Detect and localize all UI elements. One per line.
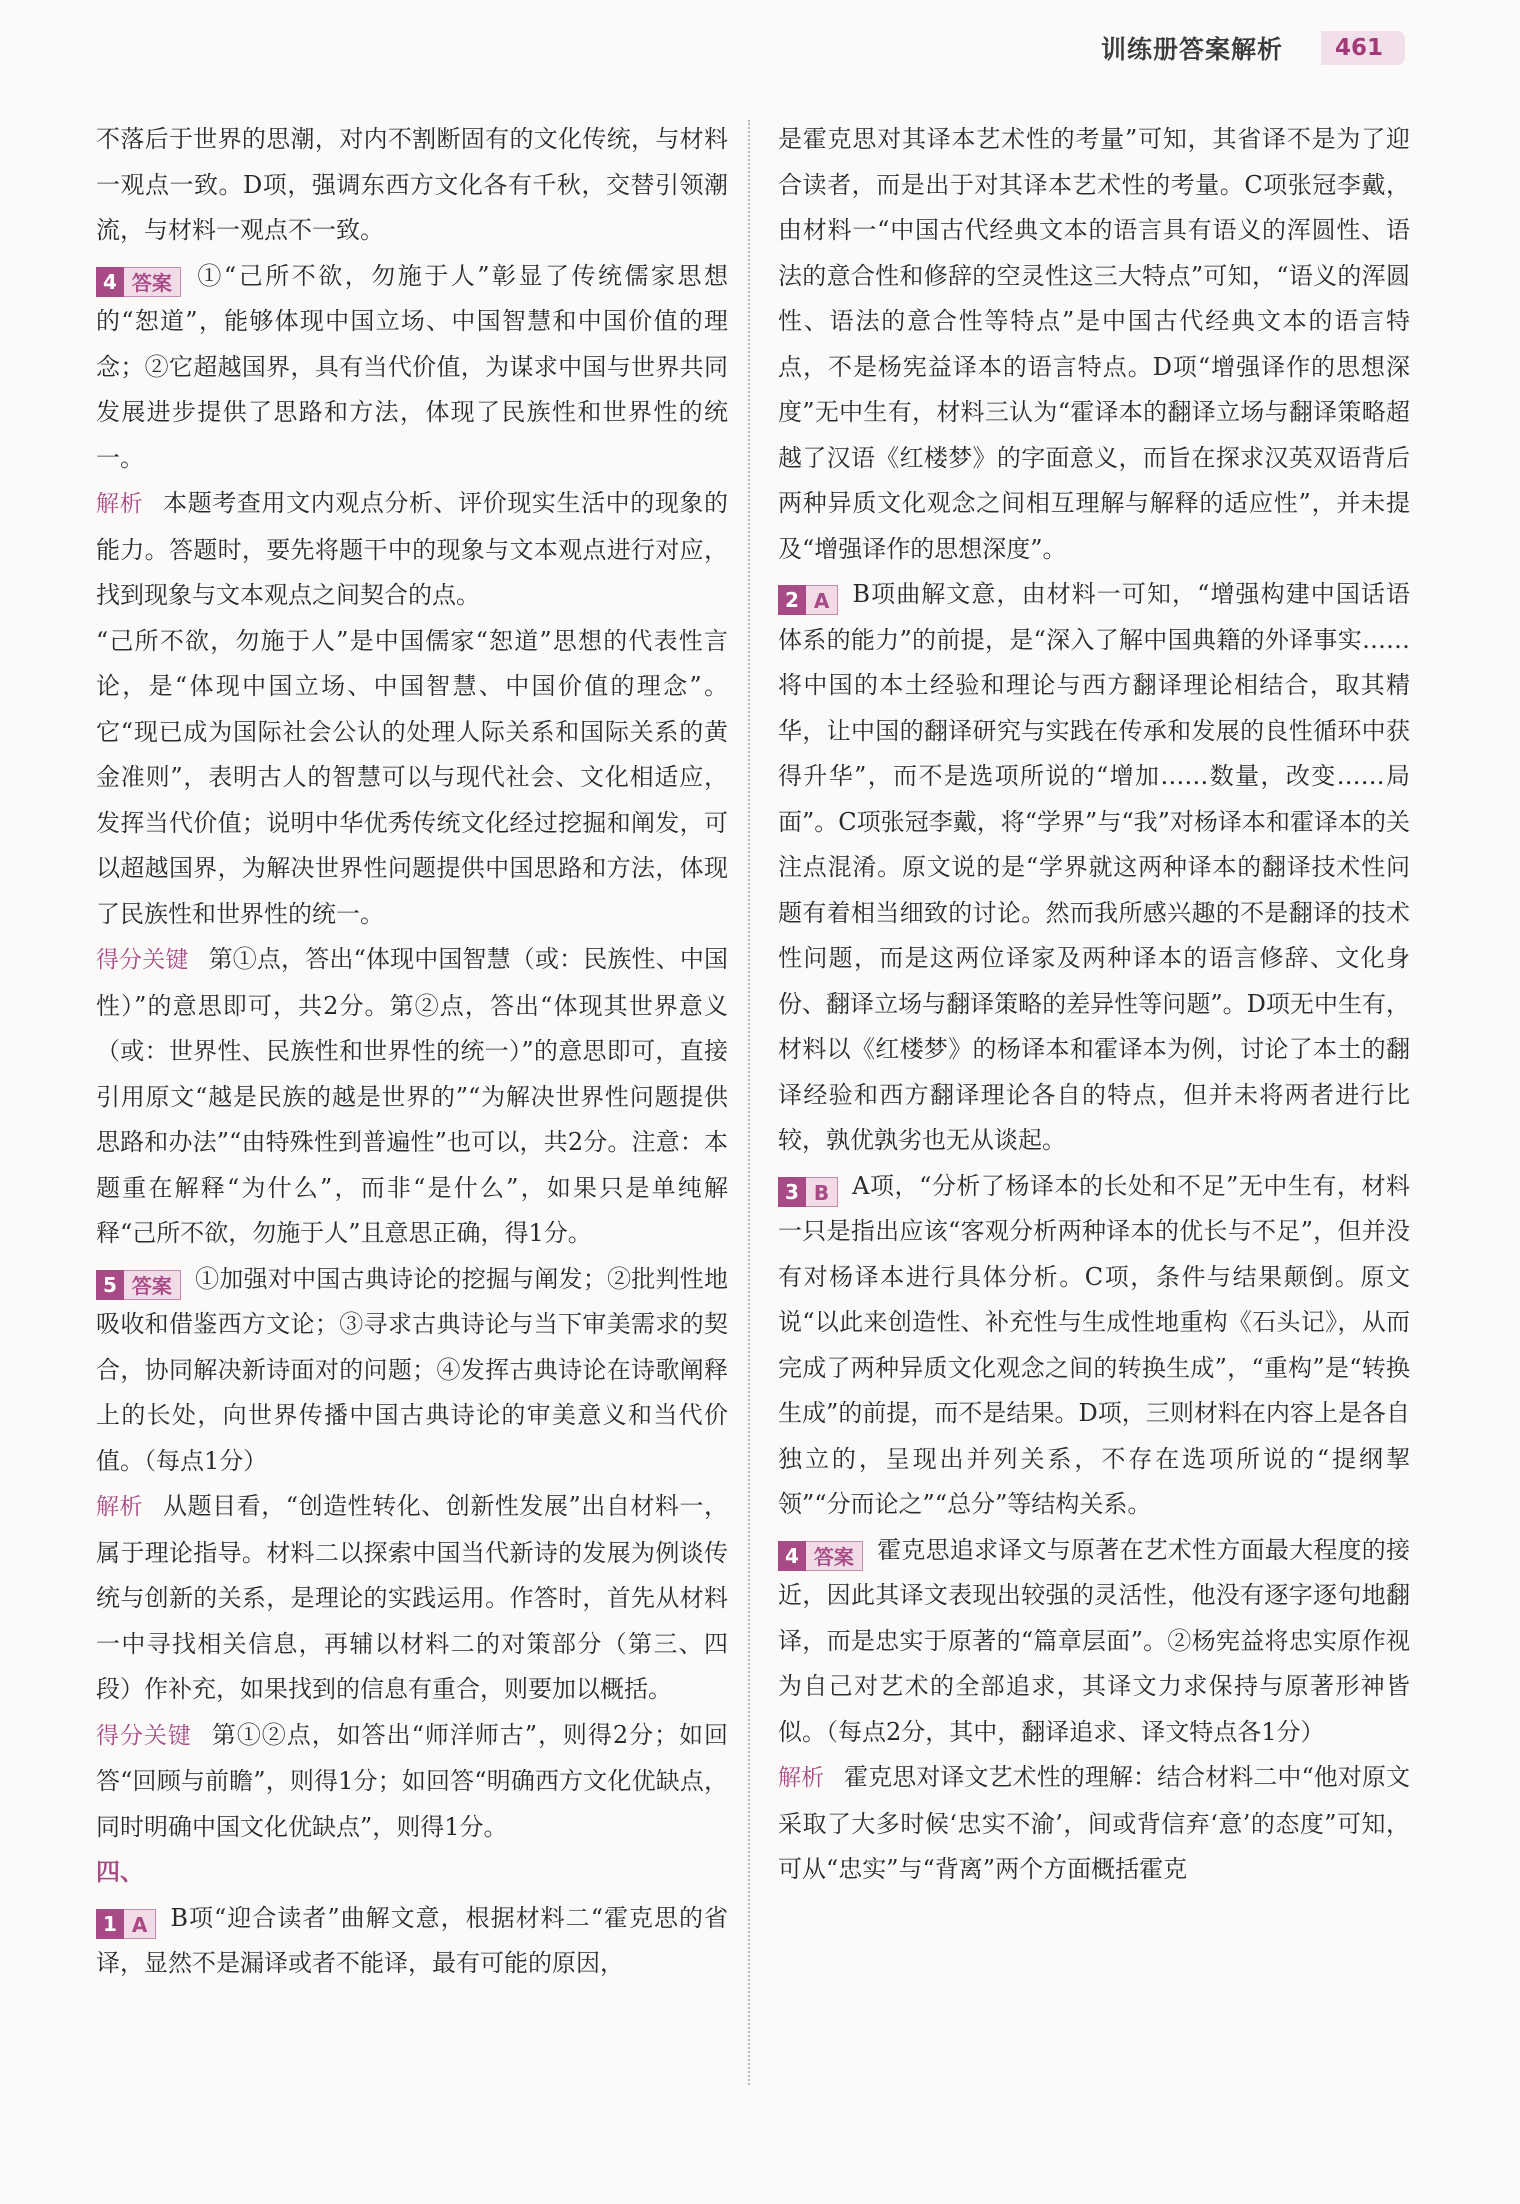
- scoring-key-text: 第①点，答出“体现中国智慧（或：民族性、中国性）”的意思即可，共2分。第②点，答出“体现其世界意义（或：世界性、民族性和世界性的统一）”的意思即可，直接引用原文“越是民族的越是世界的”“为解决世界性问题提供思路和办法”“由特殊性到普遍性”也可以，共2分。注意：本题重在解释“为什么”，而非“是什么”，如果只是单纯解释“己所不欲，勿施于人”且意思正确，得1分。: [96, 945, 729, 1247]
- paragraph: “己所不欲，勿施于人”是中国儒家“恕道”思想的代表性言论，是“体现中国立场、中国智慧、中国价值的理念”。它“现已成为国际社会公认的处理人际关系和国际关系的黄金准则”，表明古人的智慧可以与现代社会、文化相适应，发挥当代价值；说明中华优秀传统文化经过挖掘和阐发，可以超越国界，为解决世界性问题提供中国思路和方法，体现了民族性和世界性的统一。: [96, 626, 728, 928]
- analysis-text: 从题目看，“创造性转化、创新性发展”出自材料一，属于理论指导。材料二以探索中国当代新诗的发展为例谈传统与创新的关系，是理论的实践运用。作答时，首先从材料一中寻找相关信息，再辅以材料二的对策部分（第三、四段）作补充，如果找到的信息有重合，则要加以概括。: [96, 1492, 728, 1703]
- page-number: 461: [1321, 31, 1405, 65]
- answer-text: ①加强对中国古典诗论的挖掘与阐发；②批判性地吸收和借鉴西方文论；③寻求古典诗论与当下审美需求的契合，协同解决新诗面对的问题；④发挥古典诗论在诗歌阐释上的长处，向世界传播中国古典诗论的审美意义和当代价值。（每点1分）: [96, 1264, 728, 1475]
- question-number: 5: [96, 1270, 124, 1300]
- answer-block: [778, 572, 1410, 1164]
- analysis-label: 解析: [96, 1494, 144, 1520]
- question-number: 4: [778, 1541, 806, 1571]
- paragraph: 是霍克思对其译本艺术性的考量”可知，其省译不是为了迎合读者，而是出于对其译本艺术性的考量。C项张冠李戴，由材料一“中国古代经典文本的语言具有语义的浑圆性、语法的意合性和修辞的空灵性这三大特点”可知，“语义的浑圆性、语法的意合性等特点”是中国古代经典文本的语言特点，不是杨宪益译本的语言特点。D项“增强译作的思想深度”无中生有，材料三认为“霍译本的翻译立场与翻译策略超越了汉语《红楼梦》的字面意义，而旨在探求汉英双语背后两种异质文化观念之间相互理解与解释的适应性”，并未提及“增强译作的思想深度”。: [778, 125, 1410, 563]
- answer-tag: [778, 585, 838, 615]
- scoring-key-block: [96, 1713, 728, 1851]
- answer-label: 答案: [806, 1541, 863, 1571]
- answer-tag: [96, 1909, 156, 1939]
- section-label: 四、: [96, 1858, 144, 1886]
- answer-block: [96, 1896, 728, 1987]
- analysis-label: 解析: [778, 1765, 825, 1791]
- analysis-block: [96, 1484, 728, 1713]
- answer-label: A: [806, 585, 838, 615]
- answer-block: [778, 1164, 1410, 1528]
- answer-text: 霍克思追求译文与原著在艺术性方面最大程度的接近，因此其译文表现出较强的灵活性，他没有逐字逐句地翻译，而是忠实于原著的“篇章层面”。②杨宪益将忠实原作视为自己对艺术的全部追求，其译文力求保持与原著形神皆似。（每点2分，其中，翻译追求、译文特点各1分）: [778, 1535, 1410, 1746]
- answer-block: [96, 254, 728, 482]
- answer-text: B项曲解文意，由材料一可知，“增强构建中国话语体系的能力”的前提，是“深入了解中国典籍的外译事实……将中国的本土经验和理论与西方翻译理论相结合，取其精华，让中国的翻译研究与实践在传承和发展的良性循环中获得升华”，而不是选项所说的“增加……数量，改变……局面”。C项张冠李戴，将“学界”与“我”对杨译本和霍译本的关注点混淆。原文说的是“学界就这两种译本的翻译技术性问题有着相当细致的讨论。然而我所感兴趣的不是翻译的技术性问题，而是这两位译家及两种译本的语言修辞、文化身份、翻译立场与翻译策略的差异性等问题”。D项无中生有，材料以《红楼梦》的杨译本和霍译本为例，讨论了本土的翻译经验和西方翻译理论各自的特点，但并未将两者进行比较，孰优孰劣也无从谈起。: [778, 580, 1410, 1154]
- question-number: 3: [778, 1177, 806, 1207]
- right-column: [778, 117, 1410, 1893]
- answer-label: A: [124, 1909, 156, 1939]
- left-column: [96, 117, 728, 1987]
- scoring-key-label: 得分关键: [96, 947, 189, 973]
- answer-tag: [96, 1270, 181, 1300]
- column-divider: [748, 120, 750, 2085]
- section-heading: [96, 1850, 728, 1896]
- analysis-block: [778, 1755, 1410, 1893]
- analysis-text: 霍克思对译文艺术性的理解：结合材料二中“他对原文采取了大多时候‘忠实不渝’，间或背信弃‘意’的态度”可知，可从“忠实”与“背离”两个方面概括霍克: [778, 1763, 1410, 1883]
- question-number: 4: [96, 267, 124, 297]
- scoring-key-text: 第①②点，如答出“师洋师古”，则得2分；如回答“回顾与前瞻”，则得1分；如回答“明确西方文化优缺点，同时明确中国文化优缺点”，则得1分。: [96, 1720, 728, 1841]
- answer-block: [96, 1257, 728, 1485]
- analysis-label: 解析: [96, 491, 144, 517]
- answer-text: B项“迎合读者”曲解文意，根据材料二“霍克思的省译，显然不是漏译或者不能译，最有可能的原因，: [96, 1903, 728, 1977]
- answer-tag: [96, 267, 181, 297]
- scoring-key-label: 得分关键: [96, 1722, 192, 1749]
- question-number: 1: [96, 1909, 124, 1939]
- answer-label: 答案: [124, 267, 181, 297]
- answer-label: 答案: [124, 1270, 181, 1300]
- analysis-block: [96, 481, 728, 619]
- answer-tag: [778, 1177, 838, 1207]
- answer-label: B: [806, 1177, 838, 1207]
- analysis-text: 本题考查用文内观点分析、评价现实生活中的现象的能力。答题时，要先将题干中的现象与文本观点进行对应，找到现象与文本观点之间契合的点。: [96, 489, 729, 609]
- header-title: 训练册答案解析: [1100, 35, 1283, 64]
- paragraph: 不落后于世界的思潮，对内不割断固有的文化传统，与材料一观点一致。D项，强调东西方文化各有千秋，交替引领潮流，与材料一观点不一致。: [96, 125, 728, 244]
- answer-text: ①“己所不欲，勿施于人”彰显了传统儒家思想的“恕道”，能够体现中国立场、中国智慧和中国价值的理念；②它超越国界，具有当代价值，为谋求中国与世界共同发展进步提供了思路和方法，体现了民族性和世界性的统一。: [96, 261, 728, 472]
- page-header: [1101, 30, 1405, 66]
- answer-block: [778, 1528, 1410, 1756]
- scoring-key-block: [96, 937, 728, 1257]
- question-number: 2: [778, 585, 806, 615]
- answer-tag: [778, 1541, 863, 1571]
- answer-text: A项，“分析了杨译本的长处和不足”无中生有，材料一只是指出应该“客观分析两种译本的优长与不足”，但并没有对杨译本进行具体分析。C项，条件与结果颠倒。原文说“以此来创造性、补充性与生成性地重构《石头记》，从而完成了两种异质文化观念之间的转换生成”，“重构”是“转换生成”的前提，而不是结果。D项，三则材料在内容上是各自独立的，呈现出并列关系，不存在选项所说的“提纲挈领”“分而论之”“总分”等结构关系。: [778, 1171, 1410, 1518]
